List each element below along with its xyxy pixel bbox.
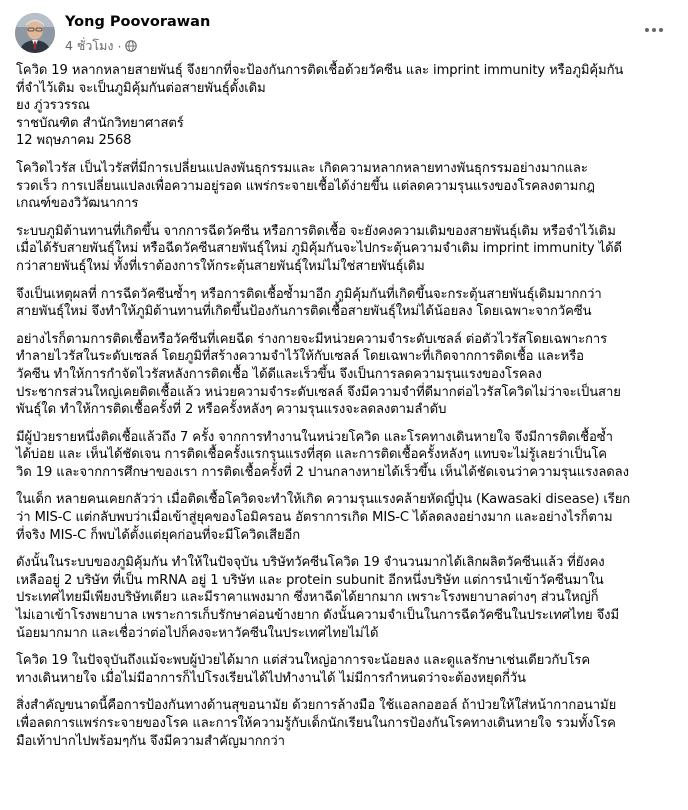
- more-options-icon[interactable]: [640, 20, 668, 40]
- paragraph-list: [16, 160, 674, 750]
- text-line: รวดเร็ว การเปลี่ยนแปลงเพื่อความอยู่รอด แพร่กระจายเชื้อได้ง่ายขึ้น แต่ลดความรุนแรงของโรคลงตามกฎ: [16, 178, 595, 194]
- post-header: [0, 0, 688, 64]
- text-line: วัคซีน ทำให้การกำจัดไวรัสหลังการติดเชื้อ ได้ดีและเร็วขึ้น จึงเป็นการลดความรุนแรงของโรคลง: [16, 366, 542, 382]
- text-line: ระบบภูมิต้านทานที่เกิดขึ้น จากการฉีดวัคซีน หรือการติดเชื้อ จะยังคงความเดิมของสายพันธุ์เดิม หรือจำไว้เดิม: [16, 223, 616, 239]
- text-line: จึงเป็นเหตุผลที่ การฉีดวัคซีนซ้ำๆ หรือการติดเชื้อซ้ำมาอีก ภูมิคุ้มกันที่เกิดขึ้นจะกระตุ้นสายพันธุ์เดิมมากกว่า: [16, 286, 602, 302]
- text-line: ประเทศไทยมีเพียงบริษัทเดียว และมีราคาแพงมาก ซึ่งหาฉีดได้ยากมาก เพราะโรงพยาบาลต่างๆ ส่วนใหญ่ก็: [16, 590, 599, 606]
- body-paragraph: [16, 331, 674, 419]
- text-line: ว่า MIS-C แต่กลับพบว่าเมื่อเข้าสู่ยุคของโอมิครอน อัตราการเกิด MIS-C ได้ลดลงอย่างมาก และอย่างไรก็ตาม: [16, 510, 613, 526]
- author-name[interactable]: Yong Poovorawan: [65, 14, 211, 30]
- text-line: พันธุ์ใด ทำให้การติดเชื้อครั้งที่ 2 หรือครั้งหลังๆ ความรุนแรงจะลดลงตามลำดับ: [16, 402, 447, 418]
- globe-icon[interactable]: [125, 40, 137, 52]
- text-line: ดังนั้นในระบบของภูมิคุ้มกัน ทำให้ในปัจจุบัน บริษัทวัคซีนโควิด 19 จำนวนมากได้เลิกผลิตวัคซีนแล้ว ที่ยังคง: [16, 555, 605, 571]
- avatar-photo-icon: [15, 13, 55, 53]
- text-line: ที่จริง MIS-C ก็พบได้ตั้งแต่ยุคก่อนที่จะมีโควิดเสียอีก: [16, 527, 301, 543]
- body-paragraph: [16, 223, 674, 276]
- text-line: โควิด 19 หลากหลายสายพันธุ์ จึงยากที่จะป้องกันการติดเชื้อด้วยวัคซีน และ imprint immunity หรือภูมิคุ้มกัน: [16, 63, 624, 78]
- text-line: ที่จำไว้เดิม จะเป็นภูมิคุ้มกันต่อสายพันธุ์ดั้งเดิม: [16, 80, 266, 96]
- text-line: ได้บ่อย และ เห็นได้ชัดเจน การติดเชื้อครั้งแรกรุนแรงที่สุด และการติดเชื้อครั้งหลังๆ แทบจะไม่รู้เลยว่าเป็นโค: [16, 447, 607, 463]
- text-line: เกณฑ์ของวิวัฒนาการ: [16, 196, 139, 212]
- text-line: โควิดไวรัส เป็นไวรัสที่มีการเปลี่ยนแปลงพันธุกรรมและ เกิดความหลากหลายทางพันธุกรรมอย่างมากและ: [16, 160, 588, 176]
- body-paragraph: [16, 429, 674, 482]
- text-line: เมื่อได้รับสายพันธุ์ใหม่ หรือฉีดวัคซีนสายพันธุ์ใหม่ ภูมิคุ้มกันจะไปกระตุ้นความจำเดิม imprint immunity ได้ดี: [16, 241, 622, 257]
- text-line: กว่าสายพันธุ์ใหม่ ทั้งที่เราต้องการให้กระตุ้นสายพันธุ์ใหม่ไม่ใช่สายพันธุ์เดิม: [16, 258, 425, 274]
- text-line: สายพันธุ์ใหม่ จึงทำให้ภูมิต้านทานที่เกิดขึ้นป้องกันการติดเชื้อสายพันธุ์ใหม่ได้น้อยลง โดยเฉพาะจากวัคซีน: [16, 304, 592, 320]
- text-line: ทำลายไวรัสในระดับเซลล์ โดยภูมิที่สร้างความจำไว้ให้กับเซลล์ โดยเฉพาะที่เกิดจากการติดเชื้อ และหรือ: [16, 349, 584, 365]
- text-line: ไม่เอาเข้าโรงพยาบาล เพราะการเก็บรักษาค่อนข้างยาก ดังนั้นความจำเป็นในการฉีดวัคซีนในประเทศไทย จึงมี: [16, 608, 620, 624]
- body-paragraph: [16, 491, 674, 544]
- text-line: มือเท้าปากไปพร้อมๆกัน จึงมีความสำคัญมากกว่า: [16, 733, 285, 749]
- text-line: ในเด็ก หลายคนเคยกลัวว่า เมื่อติดเชื้อโควิดจะทำให้เกิด ความรุนแรงคล้ายหัดญี่ปุ่น (Kawasaki disease) เรียก: [16, 492, 631, 508]
- text-line: มีผู้ป่วยรายหนึ่งติดเชื้อแล้วถึง 7 ครั้ง จากการทำงานในหน่วยโควิด และโรคทางเดินหายใจ จึงมีการติดเชื้อซ้ำ: [16, 429, 613, 445]
- text-line: โควิด 19 ในปัจจุบันถึงแม้จะพบผู้ป่วยได้มาก แต่ส่วนใหญ่อาการจะน้อยลง และดูแลรักษาเช่นเดียวกับโรค: [16, 653, 591, 669]
- text-line: น้อยมากมาก และเชื่อว่าต่อไปก็คงจะหาวัคซีนในประเทศไทยไม่ได้: [16, 625, 379, 641]
- intro-paragraph: [16, 62, 674, 97]
- post-date: 12 พฤษภาคม 2568: [16, 133, 132, 149]
- author-title: ราชบัณฑิต สำนักวิทยาศาสตร์: [16, 115, 184, 131]
- post-time[interactable]: 4 ชั่วโมง: [65, 38, 114, 53]
- body-paragraph: [16, 652, 674, 687]
- text-line: ประชากรส่วนใหญ่เคยติดเชื้อแล้ว หน่วยความจำระดับเซลล์ จึงมีความจำที่ดีมากต่อไวรัสโควิดไม่ว่าจะเป็นสาย: [16, 384, 621, 400]
- text-line: อย่างไรก็ตามการติดเชื้อหรือวัคซีนที่เคยฉีด ร่างกายจะมีหน่วยความจำระดับเซลล์ ต่อตัวไวรัสโดยเฉพาะการ: [16, 331, 608, 347]
- body-paragraph: [16, 286, 674, 321]
- body-paragraph: [16, 697, 674, 750]
- avatar[interactable]: [15, 13, 55, 53]
- post-body: [16, 62, 674, 760]
- signature-block: [16, 97, 674, 150]
- author-thai-name: ยง ภู่วรวรรณ: [16, 98, 90, 114]
- text-line: วิด 19 และจากการศึกษาของเรา การติดเชื้อครั้งที่ 2 ปานกลางหายได้เร็วขึ้น เห็นได้ชัดเจนว่าความรุนแรงลดลง: [16, 464, 629, 480]
- text-line: เพื่อลดการแพร่กระจายของโรค และการให้ความรู้กับเด็กนักเรียนในการป้องกันโรคทางเดินหายใจ รวมทั้งโรค: [16, 716, 616, 731]
- post-meta: [65, 36, 137, 56]
- text-line: ทางเดินหายใจ เมื่อไม่มีอาการก็ไปโรงเรียนได้ไปทำงานได้ ไม่มีการกำหนดว่าจะต้องหยุดกี่วัน: [16, 670, 526, 686]
- text-line: เหลืออยู่ 2 บริษัท ที่เป็น mRNA อยู่ 1 บริษัท และ protein subunit อีกหนึ่งบริษัท แต่การนำเข้าวัคซีนมาใน: [16, 572, 604, 588]
- text-line: สิ่งสำคัญขนาดนี้คือการป้องกันทางด้านสุขอนามัย ด้วยการล้างมือ ใช้แอลกอฮอล์ ถ้าป่วยให้ใส่หน้ากากอนามัย: [16, 698, 617, 714]
- body-paragraph: [16, 554, 674, 642]
- body-paragraph: [16, 160, 674, 213]
- meta-separator: ·: [117, 38, 122, 54]
